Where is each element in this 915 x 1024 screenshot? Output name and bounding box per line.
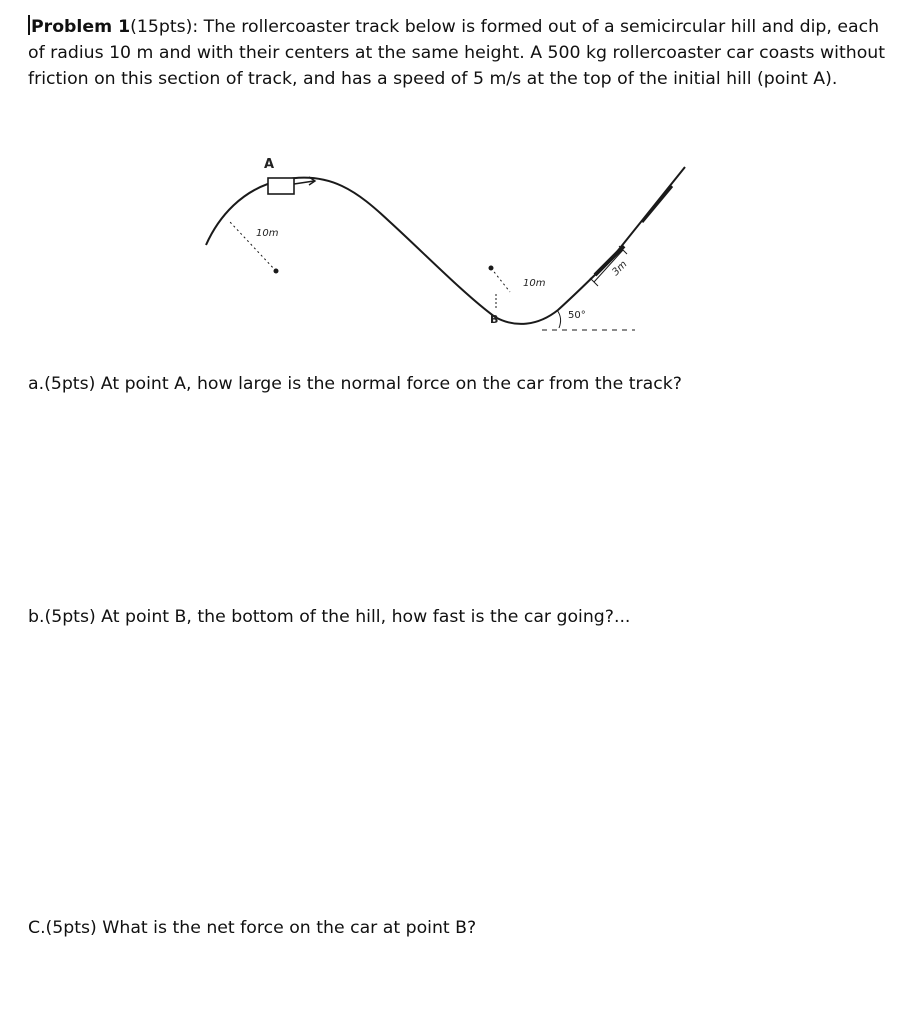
length-label: 3m <box>610 258 630 279</box>
problem-statement <box>28 14 888 92</box>
question-b: b.(5pts) At point B, the bottom of the hill, how fast is the car going?... <box>28 607 631 627</box>
question-a: a.(5pts) At point A, how large is the normal force on the car from the track? <box>28 374 682 394</box>
question-c: C.(5pts) What is the net force on the car at point B? <box>28 918 477 938</box>
problem-points: (15pts): <box>130 17 204 37</box>
problem-text: The rollercoaster track below is formed out of a semicircular hill and dip, each of radius 10 m and with their centers at the same height. A 500 kg rollercoaster car coasts without friction on this section of track, and has a speed of 5 m/s at the top of the initial hill (point A). <box>28 17 886 89</box>
angle-arc <box>557 310 561 328</box>
hill-radius-label: 10m <box>256 228 279 239</box>
dip-radius-line <box>491 268 510 292</box>
point-a-label: A <box>264 157 275 172</box>
angle-label: 50° <box>568 310 586 321</box>
dip-radius-label: 10m <box>523 278 546 289</box>
rollercoaster-diagram <box>180 150 700 350</box>
incline-highlight <box>642 186 672 222</box>
problem-label: Problem 1 <box>31 17 131 37</box>
point-b-label: B <box>490 313 499 326</box>
text-cursor <box>28 15 30 35</box>
rollercoaster-car <box>268 178 294 194</box>
